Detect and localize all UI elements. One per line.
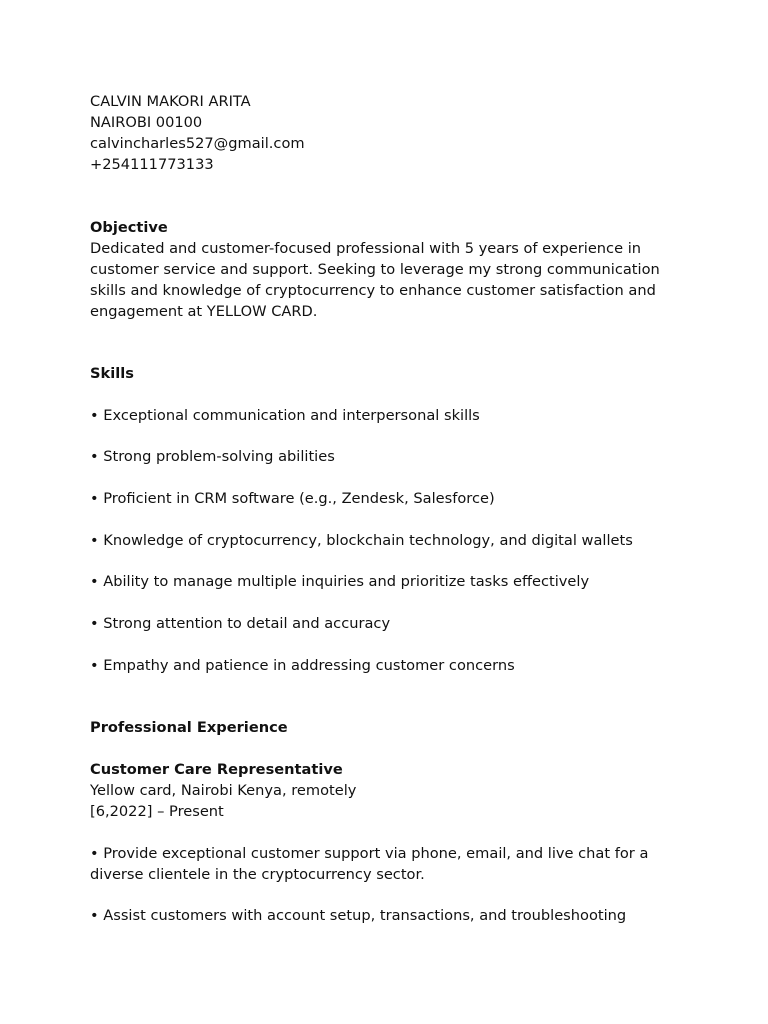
- skill-item: • Proficient in CRM software (e.g., Zendesk, Salesforce): [90, 490, 495, 508]
- spacer: [90, 676, 678, 718]
- candidate-phone: +254111773133: [90, 156, 214, 173]
- contact-block: [90, 91, 678, 175]
- objective-text: Dedicated and customer-focused professional with 5 years of experience in customer service and support. Seeking to leverage my strong communication skills and knowledge of cryptocurrency to enhance customer satisfaction and engagement at YELLOW CARD.: [90, 239, 660, 320]
- spacer: [90, 822, 678, 843]
- candidate-name: CALVIN MAKORI ARITA: [90, 93, 251, 110]
- job-dates: [6,2022] – Present: [90, 803, 224, 820]
- skill-item: • Knowledge of cryptocurrency, blockchain technology, and digital wallets: [90, 531, 633, 549]
- spacer: [90, 175, 678, 217]
- skill-item: • Strong attention to detail and accuracy: [90, 615, 391, 633]
- skill-item: • Empathy and patience in addressing customer concerns: [90, 656, 515, 674]
- skill-item: • Strong problem-solving abilities: [90, 448, 335, 466]
- job-duty: • Provide exceptional customer support via phone, email, and live chat for a diverse clientele in the cryptocurrency sector.: [90, 844, 649, 883]
- spacer: [90, 509, 678, 530]
- skill-item: • Ability to manage multiple inquiries and prioritize tasks effectively: [90, 573, 590, 591]
- spacer: [90, 634, 678, 655]
- job-title: Customer Care Representative: [90, 761, 343, 778]
- experience-section: [90, 717, 678, 926]
- spacer: [90, 592, 678, 613]
- spacer: [90, 322, 678, 364]
- experience-heading: Professional Experience: [90, 719, 288, 737]
- spacer: [90, 426, 678, 447]
- skills-section: [90, 363, 678, 676]
- candidate-email: calvincharles527@gmail.com: [90, 135, 305, 152]
- spacer: [90, 467, 678, 488]
- job-company: Yellow card, Nairobi Kenya, remotely: [90, 782, 357, 799]
- job-duty: • Assist customers with account setup, transactions, and troubleshooting: [90, 907, 627, 925]
- candidate-location: NAIROBI 00100: [90, 114, 203, 131]
- spacer: [90, 885, 678, 906]
- skill-item: • Exceptional communication and interpersonal skills: [90, 406, 480, 424]
- objective-heading: Objective: [90, 218, 168, 236]
- spacer: [90, 384, 678, 405]
- objective-section: [90, 217, 678, 322]
- spacer: [90, 551, 678, 572]
- skills-list: [90, 405, 678, 676]
- spacer: [90, 738, 678, 759]
- skills-heading: Skills: [90, 365, 134, 382]
